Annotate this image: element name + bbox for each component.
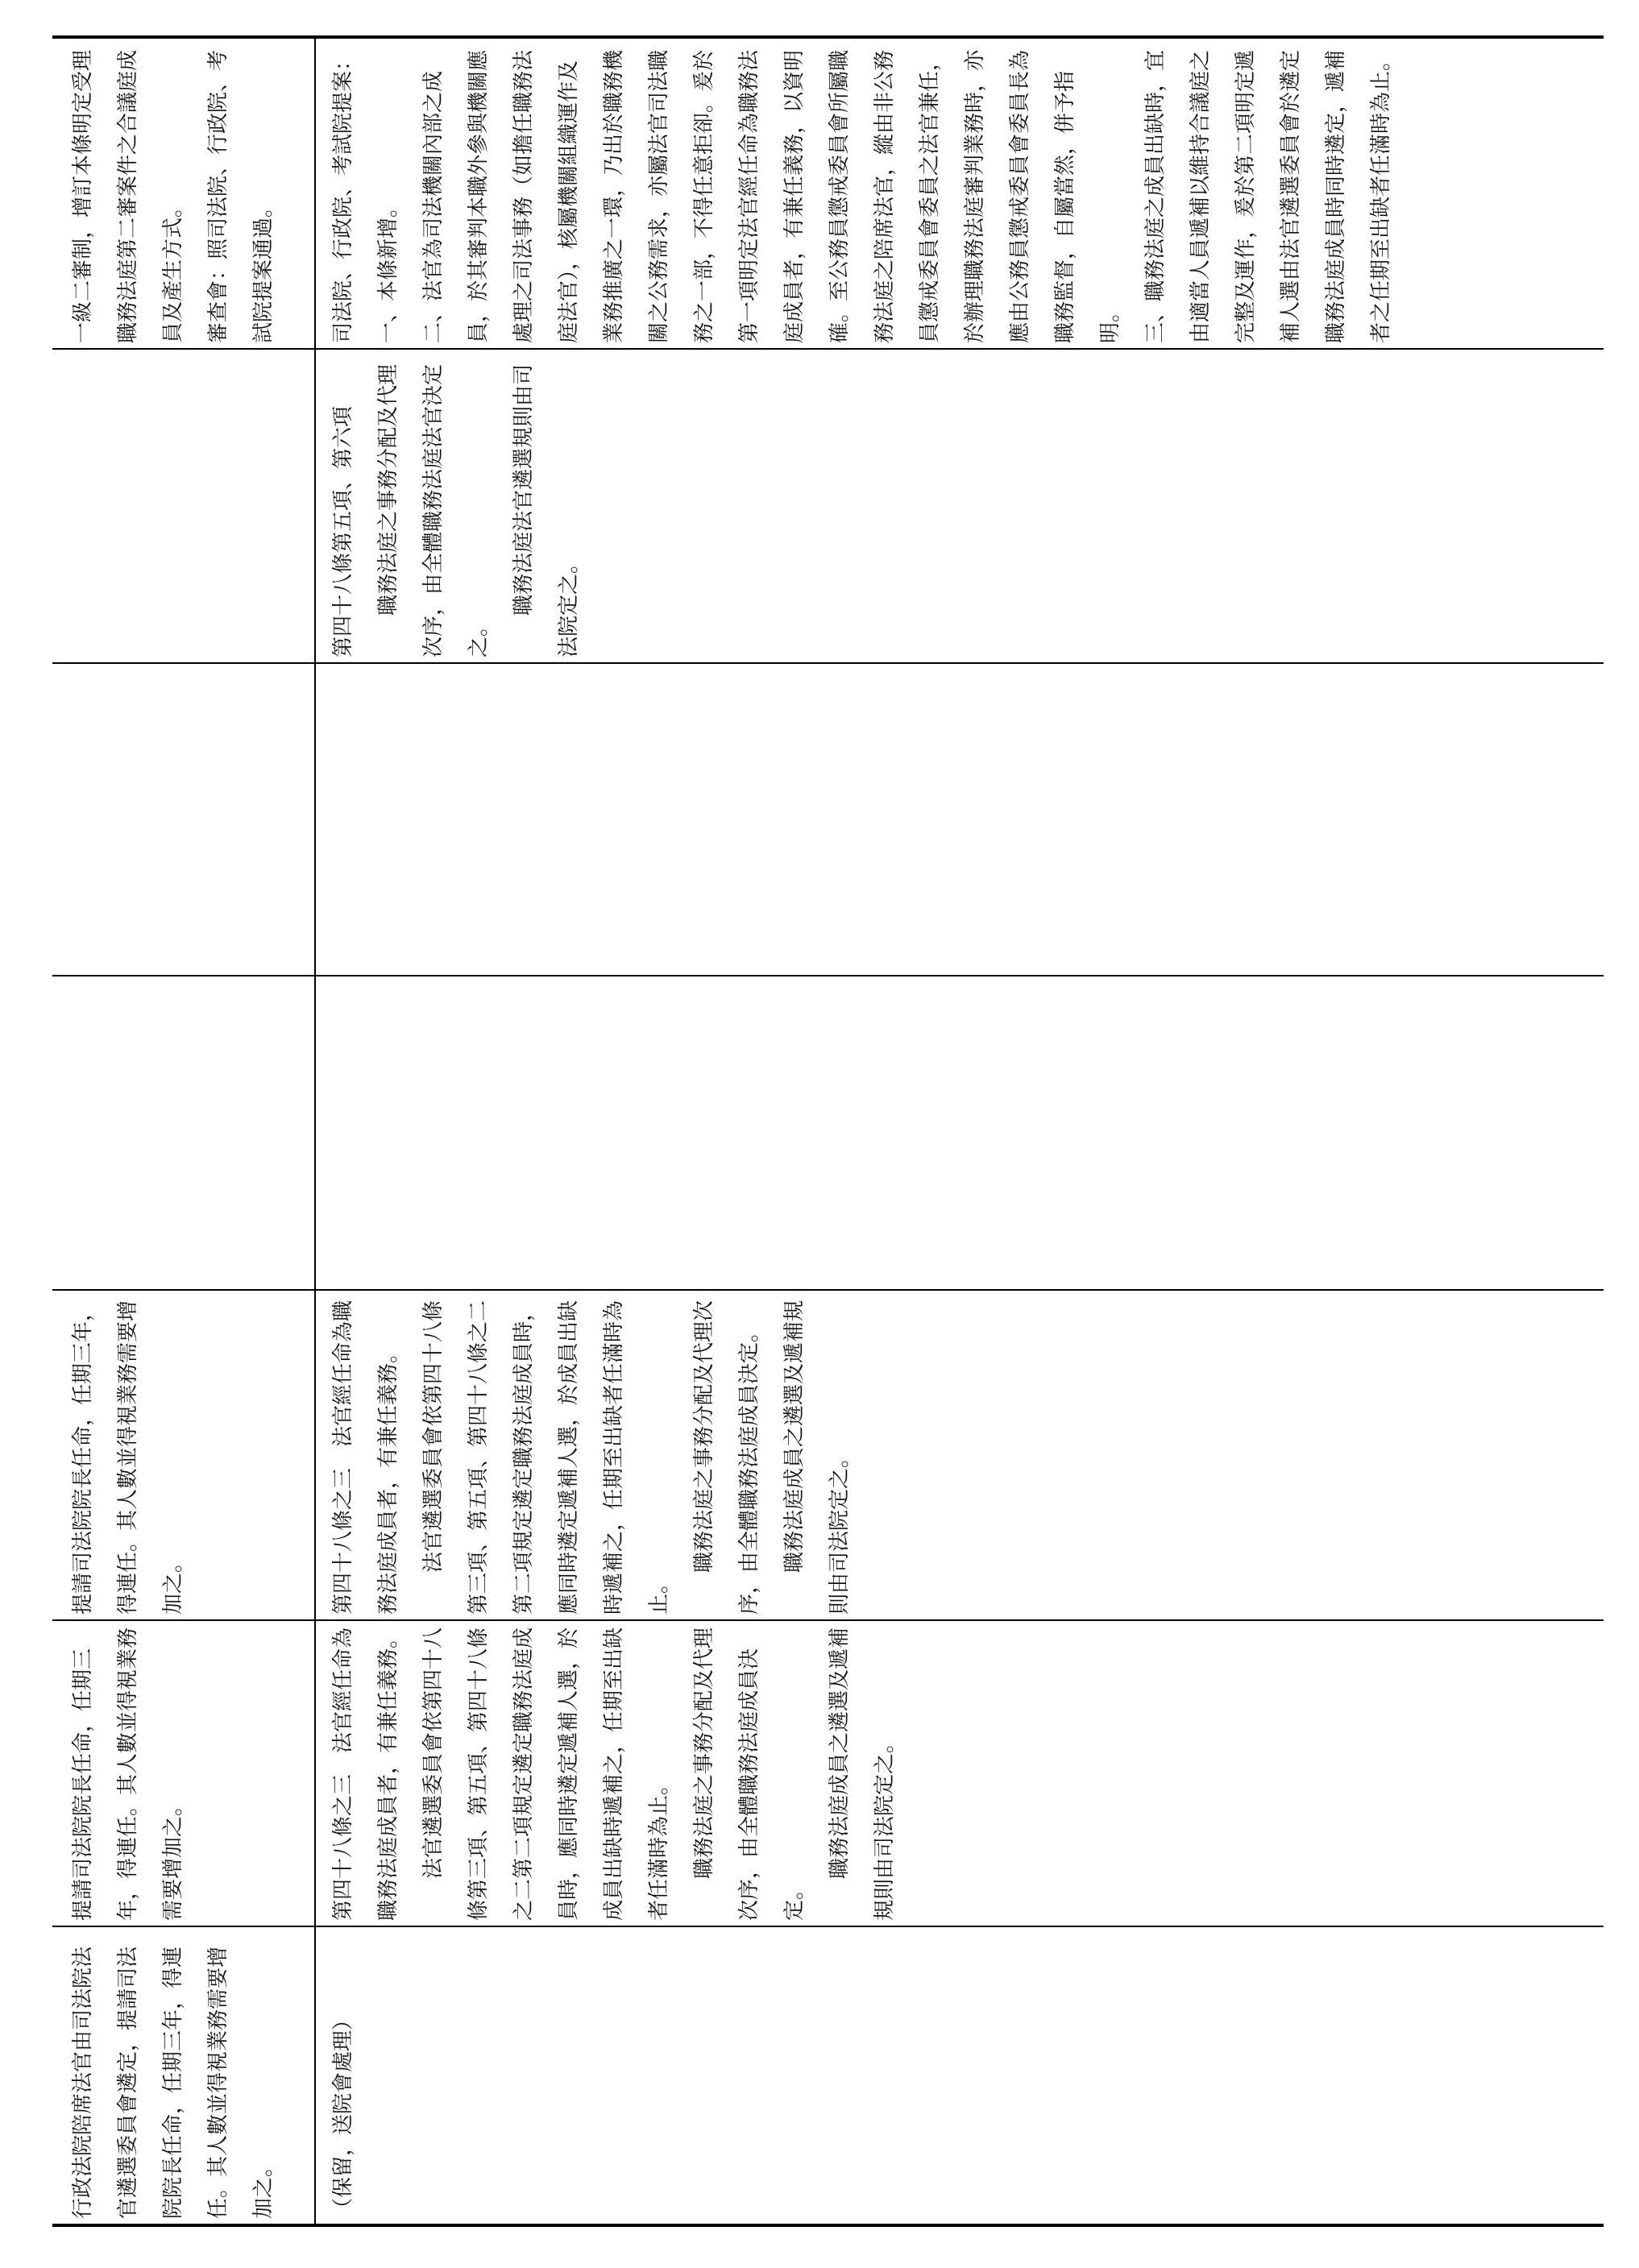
column-divider [314, 35, 316, 2227]
row6-lower-text: 第四十八條第五項、第六項 職務法庭之事務分配及代理次序，由全體職務法庭法官決定之。 職務法庭法官遴選規則由司法院定之。 [331, 363, 581, 657]
row3-lower-text: 第四十八條之三 法官經任命為職務法庭成員者，有兼任義務。 法官遴選委員會依第四十八條第三項、第五項、第四十八條之二第二項規定遴定職務法庭成員時，應同時遴定遞補人選，於成員出缺時遞補之，任期至出缺者任滿時為止。 職務法庭之事務分配及代理次序，由全體職務法庭成員決定。 職務法庭成員之遴選及遞補規則由司法院定之。 [331, 1300, 852, 1615]
table-top-rule [52, 35, 1604, 39]
row-separator [52, 975, 1604, 976]
row3-lower-cell [321, 1294, 1598, 1615]
row6-upper-cell [60, 353, 310, 657]
row7-upper-cell [60, 40, 310, 343]
row2-lower-cell [321, 1624, 1598, 1921]
row4-lower-cell [321, 980, 1598, 1284]
row1-lower-cell [321, 1930, 1598, 2219]
row2-upper-cell [60, 1624, 310, 1921]
row4-upper-cell [60, 980, 310, 1284]
table-bottom-rule [52, 2224, 1604, 2227]
row7-lower-text: 司法院、行政院、考試院提案： 一、本條新增。 二、法官為司法機關內部之成員，於其審判本職外參與機關應處理之司法事務（如擔任職務法庭法官），核屬機關組織運作及業務推廣之一環，乃出於職務機關之公務需求，亦屬法官司法職務之一部，不得任意拒卻。爰於第一項明定法官經任命為職務法庭成員者，有兼任義務，以資明確。至公務員懲戒委員會所屬職務法庭之陪席法官，縱由非公務員懲戒委員會委員之法官兼任，於辦理職務法庭審判業務時，亦應由公務員懲戒委員會委員長為職務監督，自屬當然，併予指明。 三、職務法庭之成員出缺時，宜由適當人員遞補以維持合議庭之完整及運作，爰於第二項明定遞補人選由法官遴選委員會於遴定職務法庭成員時同時遴定，遞補者之任期至出缺者任滿時為止。 [331, 49, 1393, 343]
row-separator [52, 1289, 1604, 1291]
row-separator [52, 1926, 1604, 1927]
row5-upper-cell [60, 667, 310, 970]
row-separator [52, 1619, 1604, 1621]
row6-upper-text [60, 353, 310, 657]
row1-upper-cell [60, 1930, 310, 2219]
row1-upper-text: 行政法院陪席法官由司法院法官遴選委員會遴定，提請司法院院長任命，任期三年，得連任。其人數並得視業務需要增加之。 [71, 1946, 276, 2219]
row-separator [52, 662, 1604, 664]
row5-lower-cell [321, 667, 1598, 970]
row3-upper-text: 提請司法院院長任命，任期三年，得連任。其人數並得視業務需要增加之。 [71, 1300, 185, 1615]
row6-lower-cell [321, 353, 1598, 657]
row2-upper-text: 提請司法院院長任命，任期三年，得連任。其人數並得視業務需要增加之。 [71, 1627, 185, 1921]
row3-upper-cell [60, 1294, 310, 1615]
row1-lower-text: （保留，送院會處理） [331, 2009, 355, 2219]
row7-lower-cell [321, 40, 1598, 343]
row-separator [52, 348, 1604, 350]
row2-lower-text: 第四十八條之三 法官經任命為職務法庭成員者，有兼任義務。 法官遴選委員會依第四十八條第三項、第五項、第四十八條之二第二項規定遴定職務法庭成員時，應同時遴定遞補人選，於成員出缺時遞補之，任期至出缺者任滿時為止。 職務法庭之事務分配及代理次序，由全體職務法庭成員決定。 職務法庭成員之遴選及遞補規則由司法院定之。 [331, 1627, 897, 1921]
row7-upper-text: 一級二審制，增訂本條明定受理職務法庭第二審案件之合議庭成員及產生方式。 審查會：照司法院、行政院、考試院提案通過。 [71, 49, 276, 343]
